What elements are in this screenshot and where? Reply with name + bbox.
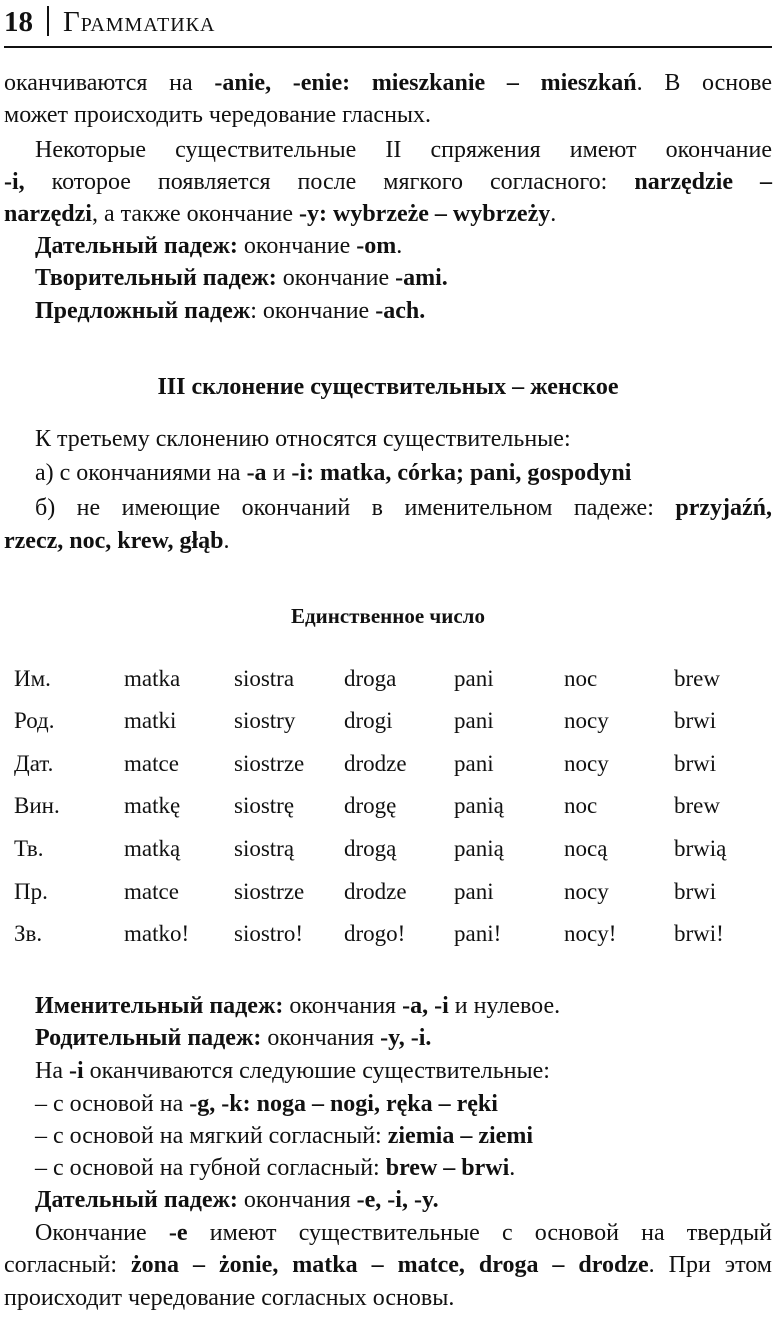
- table-cell: nocy: [564, 879, 609, 904]
- text-line: [35, 1023, 772, 1053]
- text: которое появляется после мягкого согласного:: [24, 169, 635, 195]
- table-cell: drogi: [344, 708, 393, 733]
- text: – с основой на губной согласный:: [35, 1155, 386, 1181]
- header-title: Грамматика: [63, 6, 216, 38]
- text: а) с окончаниями на: [35, 460, 247, 486]
- bold-text: -ami.: [395, 265, 448, 291]
- table-cell: siostrę: [234, 793, 295, 818]
- bold-text: brew – brwi: [385, 1155, 510, 1181]
- text-line: [35, 493, 772, 523]
- text: окончание: [237, 233, 357, 259]
- case-label: Дат.: [14, 751, 54, 776]
- text: б) не имеющие окончаний в именительном падеже:: [35, 495, 676, 521]
- text-line: [35, 1121, 772, 1151]
- bold-text: narzędzi: [4, 201, 92, 227]
- text-line: [4, 1283, 772, 1313]
- bold-text: przyjaźń,: [675, 495, 772, 521]
- table-cell: nocy: [564, 708, 609, 733]
- text-line: [35, 263, 772, 293]
- bold-text: rzecz, noc, krew, głąb: [4, 528, 224, 554]
- bold-text: narzędzie –: [634, 169, 773, 195]
- table-cell: brew: [674, 666, 720, 691]
- text: – с основой на: [35, 1091, 190, 1117]
- text-line: [35, 231, 772, 261]
- table-cell: noc: [564, 793, 598, 818]
- bold-text: -i,: [4, 169, 25, 195]
- text: К третьему склонению относятся существительные:: [35, 426, 571, 452]
- text-line: [35, 1185, 772, 1215]
- bold-text: Предложный падеж: [35, 298, 251, 324]
- bold-text: ziemia – ziemi: [387, 1123, 533, 1149]
- header-rule: [4, 46, 772, 48]
- text: На: [35, 1058, 69, 1084]
- table-cell: siostrą: [234, 836, 295, 861]
- table-row: [0, 708, 776, 740]
- text: окончания: [261, 1025, 381, 1051]
- bold-text: -a: [246, 460, 267, 486]
- table-cell: nocy: [564, 751, 609, 776]
- text-line: [35, 1153, 772, 1183]
- text-line: [35, 1089, 772, 1119]
- table-cell: pani!: [454, 921, 502, 946]
- table-cell: matką: [124, 836, 181, 861]
- table-cell: brew: [674, 793, 720, 818]
- table-cell: brwi: [674, 708, 717, 733]
- header-separator: [47, 6, 49, 36]
- bold-text: Родительный падеж:: [35, 1025, 262, 1051]
- table-cell: siostrze: [234, 751, 305, 776]
- bold-text: -anie, -enie: mieszkanie – mieszkań: [214, 70, 637, 96]
- text: .: [509, 1155, 516, 1181]
- table-cell: matki: [124, 708, 177, 733]
- text-line: [4, 167, 772, 197]
- text: оканчиваются следуюшие существительные:: [83, 1058, 550, 1084]
- table-cell: matko!: [124, 921, 190, 946]
- bold-text: -ach.: [375, 298, 426, 324]
- text-line: [4, 526, 772, 556]
- text: .: [396, 233, 403, 259]
- table-row: [0, 751, 776, 783]
- text-line: [35, 991, 772, 1021]
- table-cell: matka: [124, 666, 181, 691]
- case-label: Зв.: [14, 921, 43, 946]
- text-line: [35, 1056, 772, 1086]
- bold-text: -g, -k: noga – nogi, ręka – ręki: [189, 1091, 498, 1117]
- table-cell: drogą: [344, 836, 397, 861]
- table-cell: brwi!: [674, 921, 724, 946]
- table-cell: brwi: [674, 879, 717, 904]
- bold-text: -i: matka, córka; pani, gospodyni: [291, 460, 632, 486]
- table-cell: siostra: [234, 666, 295, 691]
- table-cell: droga: [344, 666, 397, 691]
- table-cell: nocą: [564, 836, 608, 861]
- table-cell: panią: [454, 836, 504, 861]
- text: .: [223, 528, 230, 554]
- table-row: [0, 836, 776, 868]
- table-cell: brwi: [674, 751, 717, 776]
- bold-text: -e: [168, 1220, 188, 1246]
- table-cell: drogo!: [344, 921, 406, 946]
- table-cell: matce: [124, 879, 179, 904]
- text: имеют существительные с основой на твердый: [187, 1220, 772, 1246]
- text: Окончание: [35, 1220, 169, 1246]
- case-label: Им.: [14, 666, 51, 691]
- bold-text: -y, -i.: [380, 1025, 432, 1051]
- table-row: [0, 879, 776, 911]
- table-cell: panią: [454, 793, 504, 818]
- case-label: Род.: [14, 708, 55, 733]
- bold-text: żona – żonie, matka – matce, droga – drodze: [131, 1252, 649, 1278]
- text: . При этом: [648, 1252, 772, 1278]
- table-row: [0, 793, 776, 825]
- bold-text: Дательный падеж:: [35, 233, 238, 259]
- text: может происходить чередование гласных.: [4, 102, 432, 128]
- text: .: [550, 201, 557, 227]
- table-cell: siostry: [234, 708, 296, 733]
- text: происходит чередование согласных основы.: [4, 1285, 455, 1311]
- text: окончания: [237, 1187, 357, 1213]
- text: : окончание: [250, 298, 376, 324]
- case-label: Пр.: [14, 879, 48, 904]
- bold-text: -i: [68, 1058, 84, 1084]
- table-cell: noc: [564, 666, 598, 691]
- text-line: [35, 424, 772, 454]
- table-cell: pani: [454, 879, 494, 904]
- bold-text: -y: wybrzeże – wybrzeży: [299, 201, 551, 227]
- bold-text: Творительный падеж:: [35, 265, 277, 291]
- page-number: 18: [4, 6, 33, 38]
- text: , а также окончание: [91, 201, 299, 227]
- bold-text: -a, -i: [402, 993, 449, 1019]
- text: окончания: [283, 993, 403, 1019]
- text: . В основе: [636, 70, 772, 96]
- table-title: Единственное число: [291, 604, 485, 628]
- table-cell: nocy!: [564, 921, 617, 946]
- table-row: [0, 921, 776, 953]
- text: и нулевое.: [448, 993, 561, 1019]
- bold-text: Дательный падеж:: [35, 1187, 238, 1213]
- table-cell: drodze: [344, 879, 407, 904]
- text-line: [4, 1250, 772, 1280]
- text-line: [35, 296, 772, 326]
- table-cell: pani: [454, 708, 494, 733]
- text-line: [4, 68, 772, 98]
- case-label: Тв.: [14, 836, 44, 861]
- text-line: [4, 199, 772, 229]
- text-line: [4, 100, 772, 130]
- table-cell: pani: [454, 666, 494, 691]
- text-line: [35, 458, 772, 488]
- table-cell: drodze: [344, 751, 407, 776]
- text: окончание: [276, 265, 396, 291]
- table-cell: brwią: [674, 836, 727, 861]
- text: и: [266, 460, 292, 486]
- table-cell: pani: [454, 751, 494, 776]
- section-heading: III склонение существительных – женское: [157, 374, 619, 400]
- table-cell: matkę: [124, 793, 181, 818]
- text: – с основой на мягкий согласный:: [35, 1123, 388, 1149]
- table-cell: siostro!: [234, 921, 303, 946]
- table-cell: siostrze: [234, 879, 305, 904]
- bold-text: -om: [356, 233, 397, 259]
- case-label: Вин.: [14, 793, 60, 818]
- text: Некоторые существительные II спряжения имеют окончание: [35, 137, 772, 163]
- text-line: [35, 135, 772, 165]
- running-header: [4, 2, 215, 42]
- text: согласный:: [4, 1252, 132, 1278]
- text-line: [35, 1218, 772, 1248]
- table-cell: matce: [124, 751, 179, 776]
- bold-text: Именительный падеж:: [35, 993, 284, 1019]
- text: оканчиваются на: [4, 70, 215, 96]
- table-cell: drogę: [344, 793, 397, 818]
- table-row: [0, 666, 776, 698]
- bold-text: -e, -i, -y.: [356, 1187, 439, 1213]
